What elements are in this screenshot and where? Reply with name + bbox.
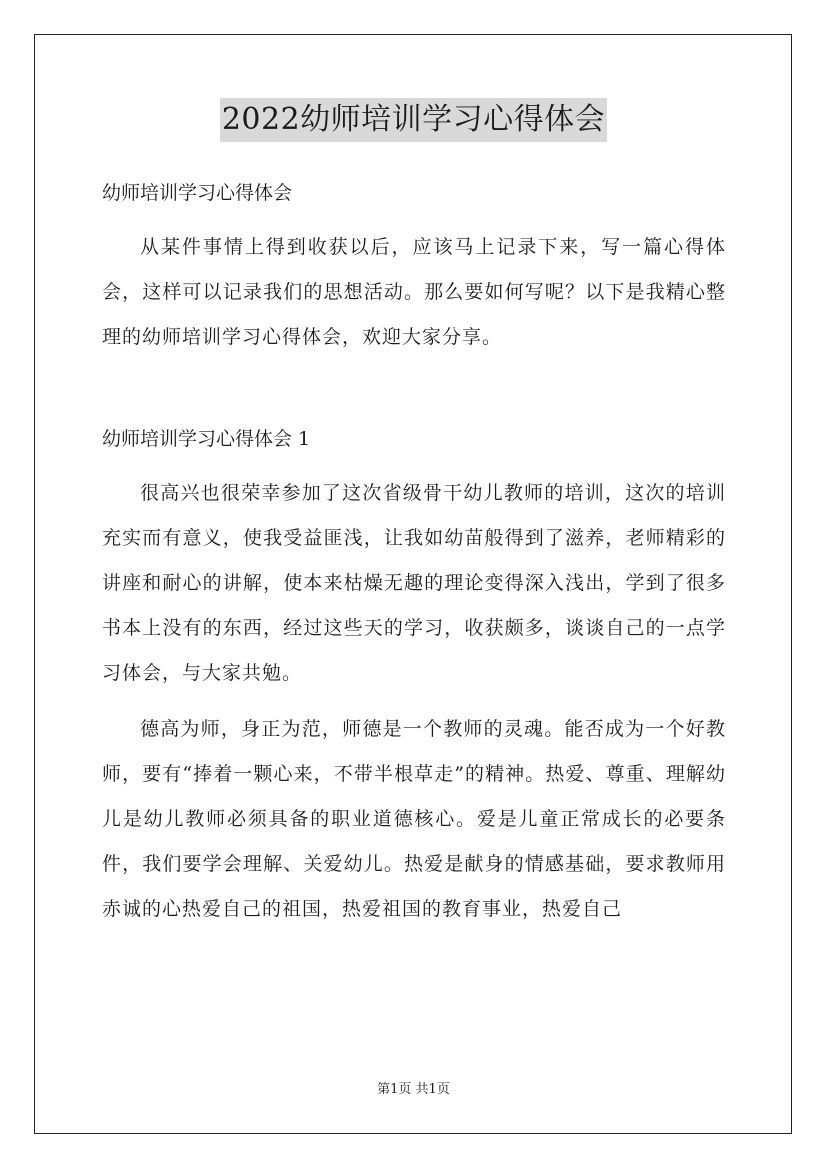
intro-paragraph: 从某件事情上得到收获以后，应该马上记录下来，写一篇心得体会，这样可以记录我们的思想活动。那么要如何写呢？以下是我精心整理的幼师培训学习心得体会，欢迎大家分享。 (102, 236, 726, 348)
spacer (102, 460, 726, 471)
page-footer: 第1页 共1页 (377, 1082, 450, 1097)
document-body (102, 172, 726, 932)
body-paragraph: 很高兴也很荣幸参加了这次省级骨干幼儿教师的培训，这次的培训充实而有意义，使我受益匪浅，让我如幼苗般得到了滋养，老师精彩的讲座和耐心的讲解，使本来枯燥无趣的理论变得深入浅出，学到了很多书本上没有的东西，经过这些天的学习，收获颇多，谈谈自己的一点学习体会，与大家共勉。 (102, 482, 726, 684)
spacer (102, 696, 726, 707)
spacer (102, 214, 726, 225)
section-heading: 幼师培训学习心得体会 1 (102, 428, 311, 450)
spacer (102, 360, 726, 418)
intro-heading: 幼师培训学习心得体会 (102, 182, 293, 204)
body-paragraph: 德高为师，身正为范，师德是一个教师的灵魂。能否成为一个好教师，要有“捧着一颗心来，不带半根草走”的精神。热爱、尊重、理解幼儿是幼儿教师必须具备的职业道德核心。爱是儿童正常成长的必要条件，我们要学会理解、关爱幼儿。热爱是献身的情感基础，要求教师用赤诚的心热爱自己的祖国，热爱祖国的教育事业，热爱自己 (102, 718, 726, 920)
title-container (0, 98, 827, 142)
document-title: 2022幼师培训学习心得体会 (220, 98, 607, 142)
